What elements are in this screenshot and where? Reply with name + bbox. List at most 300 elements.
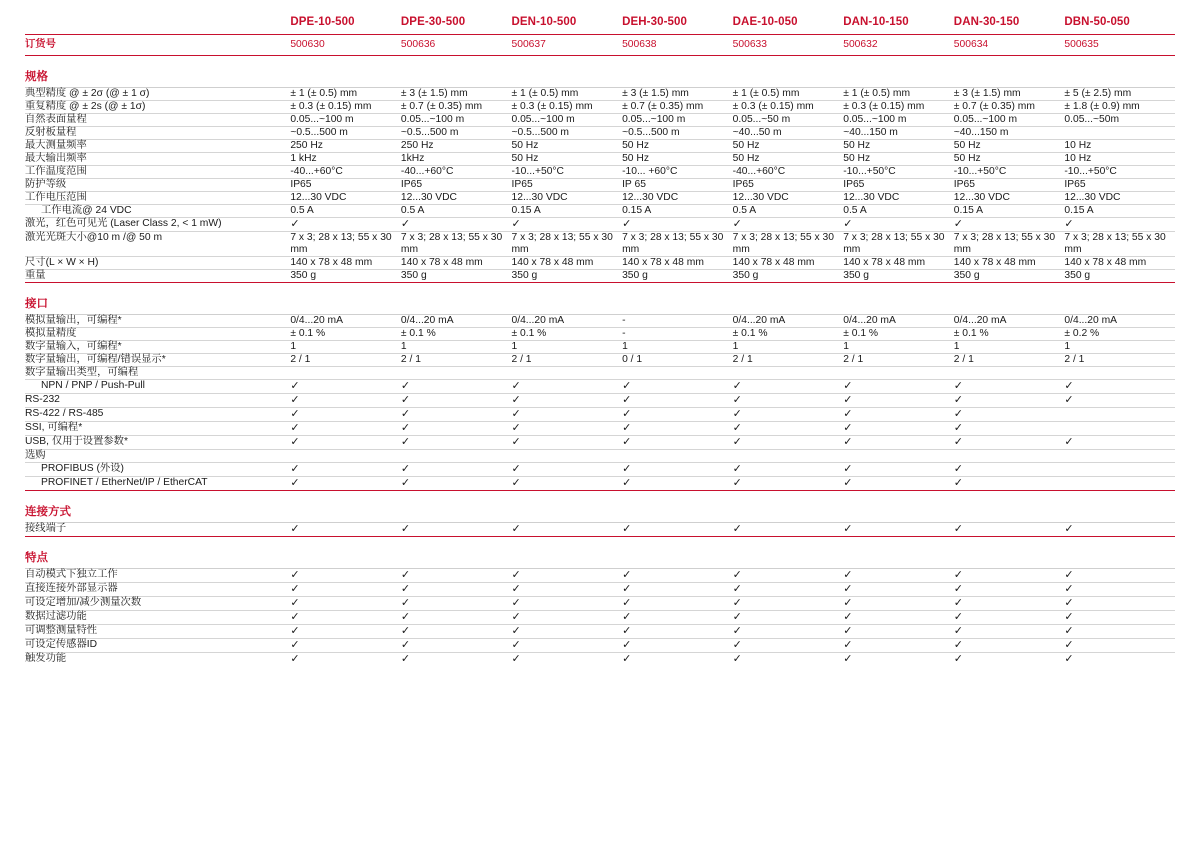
check-icon: ✓ (953, 463, 964, 475)
row-value: ± 0.1 % (843, 328, 954, 341)
row-value (843, 477, 954, 491)
row-value (401, 380, 512, 394)
check-icon: ✓ (953, 218, 964, 230)
row-value (511, 463, 622, 477)
row-value (1064, 569, 1175, 583)
row-label: 可设定传感器ID (25, 639, 290, 653)
row-value (954, 569, 1065, 583)
check-icon: ✓ (400, 569, 411, 581)
row-value (622, 639, 733, 653)
row-label: PROFIBUS (外设) (25, 463, 290, 477)
row-value: ± 0.1 % (954, 328, 1065, 341)
table-row (25, 611, 1175, 625)
row-value (1064, 477, 1175, 491)
row-value (401, 408, 512, 422)
row-value: 12...30 VDC (1064, 192, 1175, 205)
row-value (954, 218, 1065, 232)
row-value (954, 653, 1065, 667)
check-icon: ✓ (1064, 639, 1074, 651)
check-icon: ✓ (511, 583, 521, 595)
row-value: 0.05...~100 m (290, 114, 401, 127)
check-icon: ✓ (843, 422, 853, 434)
check-icon: ✓ (843, 569, 853, 581)
check-icon: ✓ (1064, 611, 1074, 623)
row-value: 1 (1064, 341, 1175, 354)
table-row (25, 166, 1175, 179)
row-value (954, 523, 1065, 537)
check-icon: ✓ (953, 408, 964, 420)
table-row (25, 153, 1175, 166)
row-value (622, 394, 733, 408)
row-label: RS-232 (25, 394, 290, 408)
row-value (290, 625, 401, 639)
row-label: RS-422 / RS-485 (25, 408, 290, 422)
row-value: 50 Hz (954, 140, 1065, 153)
check-icon: ✓ (953, 422, 964, 434)
row-label: 接线端子 (25, 523, 290, 537)
row-value: 0.05...~100 m (622, 114, 733, 127)
row-value: 140 x 78 x 48 mm (1064, 257, 1175, 270)
row-value (843, 408, 954, 422)
row-value: 0.5 A (733, 205, 844, 218)
check-icon: ✓ (511, 394, 521, 406)
row-label: 可调整测量特性 (25, 625, 290, 639)
row-value (290, 583, 401, 597)
row-value (1064, 450, 1175, 463)
check-icon: ✓ (843, 583, 853, 595)
check-icon: ✓ (622, 611, 632, 623)
row-value: 350 g (954, 270, 1065, 283)
row-value: 0.15 A (511, 205, 622, 218)
check-icon: ✓ (622, 523, 632, 535)
row-value: 2 / 1 (290, 354, 401, 367)
row-value: ± 5 (± 2.5) mm (1064, 88, 1175, 101)
section-title: 特点 (25, 537, 1175, 569)
row-value (511, 653, 622, 667)
check-icon: ✓ (843, 653, 853, 665)
row-value: 0/4...20 mA (401, 315, 512, 328)
check-icon: ✓ (732, 583, 742, 595)
check-icon: ✓ (511, 597, 521, 609)
row-value: 50 Hz (622, 140, 733, 153)
check-icon: ✓ (622, 408, 632, 420)
row-value (1064, 394, 1175, 408)
row-label: 数字量输入，可编程* (25, 341, 290, 354)
row-value (733, 463, 844, 477)
row-value: 1kHz (401, 153, 512, 166)
row-value: 0.15 A (1064, 205, 1175, 218)
row-value: 2 / 1 (1064, 354, 1175, 367)
check-icon: ✓ (511, 380, 521, 392)
row-value (622, 463, 733, 477)
row-value (1064, 127, 1175, 140)
row-value: - (622, 315, 733, 328)
row-label: 选购 (25, 450, 290, 463)
section-header-row (25, 491, 1175, 523)
row-value: -10...+50°C (1064, 166, 1175, 179)
row-value (622, 523, 733, 537)
row-label: 工作温度范围 (25, 166, 290, 179)
order-number-label: 订货号 (25, 35, 290, 56)
row-value (511, 569, 622, 583)
row-value (401, 639, 512, 653)
row-value (401, 477, 512, 491)
row-value: 50 Hz (843, 140, 954, 153)
check-icon: ✓ (400, 436, 411, 448)
row-value (511, 625, 622, 639)
row-value (511, 611, 622, 625)
check-icon: ✓ (1064, 380, 1074, 392)
check-icon: ✓ (732, 639, 742, 651)
check-icon: ✓ (843, 639, 853, 651)
row-value: 50 Hz (843, 153, 954, 166)
check-icon: ✓ (400, 422, 411, 434)
row-value (1064, 380, 1175, 394)
order-number-value: 500637 (511, 35, 622, 56)
check-icon: ✓ (622, 380, 632, 392)
column-header-5: DAE-10-050 (732, 16, 798, 28)
row-value (843, 625, 954, 639)
row-value (843, 422, 954, 436)
row-value (401, 611, 512, 625)
row-value: 140 x 78 x 48 mm (954, 257, 1065, 270)
row-value (1064, 367, 1175, 380)
check-icon: ✓ (953, 597, 964, 609)
check-icon: ✓ (290, 422, 300, 434)
check-icon: ✓ (290, 639, 300, 651)
row-label: 数字量输出，可编程/错误显示* (25, 354, 290, 367)
row-value (511, 583, 622, 597)
row-label: 重复精度 @ ± 2s (@ ± 1σ) (25, 101, 290, 114)
order-number-row (25, 35, 1175, 56)
row-value: -10... +60°C (622, 166, 733, 179)
section-title: 接口 (25, 283, 1175, 315)
check-icon: ✓ (400, 639, 411, 651)
row-value: 10 Hz (1064, 140, 1175, 153)
row-label: 触发功能 (25, 653, 290, 667)
row-value (733, 436, 844, 450)
row-value (1064, 625, 1175, 639)
row-value: 1 (733, 341, 844, 354)
row-value: ± 0.1 % (511, 328, 622, 341)
row-value (511, 408, 622, 422)
check-icon: ✓ (290, 477, 300, 489)
row-value (511, 394, 622, 408)
row-value (733, 597, 844, 611)
table-row (25, 101, 1175, 114)
row-value (954, 436, 1065, 450)
row-value: 0/4...20 mA (511, 315, 622, 328)
check-icon: ✓ (511, 523, 521, 535)
row-value (511, 597, 622, 611)
row-value (954, 597, 1065, 611)
row-value: 140 x 78 x 48 mm (843, 257, 954, 270)
table-row (25, 583, 1175, 597)
table-row (25, 436, 1175, 450)
table-row (25, 477, 1175, 491)
table-row (25, 639, 1175, 653)
check-icon: ✓ (1064, 523, 1074, 535)
row-value: 0/4...20 mA (1064, 315, 1175, 328)
row-value: 1 (511, 341, 622, 354)
row-value: 50 Hz (622, 153, 733, 166)
table-row (25, 367, 1175, 380)
row-value: 7 x 3; 28 x 13; 55 x 30 mm (843, 232, 954, 257)
check-icon: ✓ (290, 463, 300, 475)
table-header-row (25, 16, 1175, 35)
row-value (290, 569, 401, 583)
check-icon: ✓ (732, 218, 742, 230)
row-value: 12...30 VDC (622, 192, 733, 205)
check-icon: ✓ (290, 597, 300, 609)
check-icon: ✓ (953, 394, 964, 406)
row-value (511, 639, 622, 653)
row-value (1064, 597, 1175, 611)
row-label: 防护等级 (25, 179, 290, 192)
check-icon: ✓ (622, 625, 632, 637)
row-value (511, 523, 622, 537)
row-value (733, 394, 844, 408)
row-value: -10...+50°C (511, 166, 622, 179)
column-header-2: DPE-30-500 (400, 16, 466, 28)
row-value: 0.15 A (622, 205, 733, 218)
row-label: USB, 仅用于设置参数* (25, 436, 290, 450)
row-value: 1 kHz (290, 153, 401, 166)
check-icon: ✓ (400, 523, 411, 535)
row-value (401, 218, 512, 232)
check-icon: ✓ (622, 218, 632, 230)
row-label: 工作电压范围 (25, 192, 290, 205)
check-icon: ✓ (511, 611, 521, 623)
row-value (843, 380, 954, 394)
row-value: 12...30 VDC (954, 192, 1065, 205)
check-icon: ✓ (732, 463, 742, 475)
row-value: - (622, 328, 733, 341)
table-row (25, 205, 1175, 218)
row-value: IP65 (1064, 179, 1175, 192)
check-icon: ✓ (400, 218, 411, 230)
row-value (290, 477, 401, 491)
row-value: ± 0.1 % (290, 328, 401, 341)
row-value (511, 436, 622, 450)
check-icon: ✓ (511, 422, 521, 434)
row-value: 12...30 VDC (290, 192, 401, 205)
check-icon: ✓ (953, 583, 964, 595)
row-value (622, 218, 733, 232)
check-icon: ✓ (843, 477, 853, 489)
row-value: 0.5 A (290, 205, 401, 218)
row-value: 0/4...20 mA (843, 315, 954, 328)
row-value: 12...30 VDC (511, 192, 622, 205)
row-value: 0.05...~100 m (954, 114, 1065, 127)
row-label: 自然表面量程 (25, 114, 290, 127)
check-icon: ✓ (732, 569, 742, 581)
row-value (622, 625, 733, 639)
table-row (25, 270, 1175, 283)
row-value: 350 g (733, 270, 844, 283)
table-row (25, 341, 1175, 354)
row-value: ± 0.2 % (1064, 328, 1175, 341)
row-value: 0 / 1 (622, 354, 733, 367)
row-value: ± 0.3 (± 0.15) mm (290, 101, 401, 114)
row-value (733, 367, 844, 380)
row-value (843, 436, 954, 450)
row-value: 7 x 3; 28 x 13; 55 x 30 mm (511, 232, 622, 257)
check-icon: ✓ (622, 477, 632, 489)
row-value: ± 0.1 % (733, 328, 844, 341)
row-value: ± 0.3 (± 0.15) mm (843, 101, 954, 114)
check-icon: ✓ (400, 408, 411, 420)
row-value (733, 422, 844, 436)
row-value (954, 450, 1065, 463)
row-value (733, 408, 844, 422)
check-icon: ✓ (953, 436, 964, 448)
row-value: -40...+60°C (401, 166, 512, 179)
row-value (401, 436, 512, 450)
check-icon: ✓ (400, 583, 411, 595)
row-value (843, 653, 954, 667)
check-icon: ✓ (622, 463, 632, 475)
check-icon: ✓ (843, 436, 853, 448)
row-value: IP65 (954, 179, 1065, 192)
column-header-1: DPE-10-500 (290, 16, 355, 28)
check-icon: ✓ (953, 653, 964, 665)
section-title: 连接方式 (25, 491, 1175, 523)
row-value (622, 569, 733, 583)
table-row (25, 315, 1175, 328)
row-value (843, 367, 954, 380)
row-value: 1 (843, 341, 954, 354)
row-label: 尺寸(L × W × H) (25, 257, 290, 270)
row-label: 激光光斑大小@10 m /@ 50 m (25, 232, 290, 257)
row-value: ± 3 (± 1.5) mm (401, 88, 512, 101)
row-value: ± 0.7 (± 0.35) mm (401, 101, 512, 114)
check-icon: ✓ (1064, 583, 1074, 595)
row-value (290, 380, 401, 394)
table-row (25, 523, 1175, 537)
row-value: ± 0.3 (± 0.15) mm (511, 101, 622, 114)
section-header-row (25, 537, 1175, 569)
row-value (511, 218, 622, 232)
check-icon: ✓ (511, 653, 521, 665)
check-icon: ✓ (290, 408, 300, 420)
check-icon: ✓ (511, 408, 521, 420)
check-icon: ✓ (843, 218, 853, 230)
row-value: 0.05...~100 m (401, 114, 512, 127)
row-value (843, 569, 954, 583)
check-icon: ✓ (953, 523, 964, 535)
check-icon: ✓ (953, 380, 964, 392)
row-value (622, 611, 733, 625)
row-label: 数字量输出类型，可编程 (25, 367, 290, 380)
row-value (1064, 611, 1175, 625)
row-value (622, 408, 733, 422)
row-value (622, 380, 733, 394)
row-value: 140 x 78 x 48 mm (733, 257, 844, 270)
row-value: 140 x 78 x 48 mm (511, 257, 622, 270)
row-value (290, 597, 401, 611)
column-header-3: DEN-10-500 (511, 16, 577, 28)
row-value: ~0.5...500 m (401, 127, 512, 140)
row-value (622, 436, 733, 450)
row-value: 50 Hz (733, 140, 844, 153)
row-value (290, 422, 401, 436)
row-value (290, 408, 401, 422)
row-value (733, 625, 844, 639)
check-icon: ✓ (400, 611, 411, 623)
row-label: 可设定增加/减少测量次数 (25, 597, 290, 611)
order-number-value: 500632 (843, 35, 954, 56)
row-value (622, 450, 733, 463)
row-value (622, 597, 733, 611)
row-value: 12...30 VDC (733, 192, 844, 205)
check-icon: ✓ (400, 394, 411, 406)
table-row (25, 179, 1175, 192)
table-row (25, 354, 1175, 367)
row-value (733, 569, 844, 583)
table-row (25, 218, 1175, 232)
row-label: 模拟量精度 (25, 328, 290, 341)
check-icon: ✓ (290, 436, 300, 448)
row-value: IP65 (733, 179, 844, 192)
row-value (401, 422, 512, 436)
row-value: ~0.5...500 m (511, 127, 622, 140)
check-icon: ✓ (953, 625, 964, 637)
row-value (401, 569, 512, 583)
check-icon: ✓ (732, 477, 742, 489)
check-icon: ✓ (1064, 394, 1074, 406)
row-value: ± 1 (± 0.5) mm (511, 88, 622, 101)
order-number-value: 500634 (954, 35, 1065, 56)
row-value (290, 218, 401, 232)
row-value (511, 422, 622, 436)
row-value: 0.05...~50m (1064, 114, 1175, 127)
order-number-value: 500633 (733, 35, 844, 56)
row-value (733, 523, 844, 537)
row-value (954, 463, 1065, 477)
row-value: 2 / 1 (401, 354, 512, 367)
row-label: 典型精度 @ ± 2σ (@ ± 1 σ) (25, 88, 290, 101)
check-icon: ✓ (843, 394, 853, 406)
row-value (290, 653, 401, 667)
row-label: 自动模式下独立工作 (25, 569, 290, 583)
row-value: -40...+60°C (733, 166, 844, 179)
table-row (25, 232, 1175, 257)
row-value (622, 583, 733, 597)
row-value (1064, 639, 1175, 653)
check-icon: ✓ (732, 625, 742, 637)
row-value: 2 / 1 (733, 354, 844, 367)
row-value: 140 x 78 x 48 mm (622, 257, 733, 270)
check-icon: ✓ (843, 597, 853, 609)
row-value: 7 x 3; 28 x 13; 55 x 30 mm (622, 232, 733, 257)
row-value: 0.05...~100 m (511, 114, 622, 127)
row-value: 350 g (843, 270, 954, 283)
row-value (954, 625, 1065, 639)
check-icon: ✓ (290, 611, 300, 623)
row-value (843, 611, 954, 625)
row-value (954, 611, 1065, 625)
check-icon: ✓ (290, 625, 300, 637)
row-label: 重量 (25, 270, 290, 283)
check-icon: ✓ (1064, 218, 1074, 230)
row-value (733, 477, 844, 491)
row-value: 2 / 1 (954, 354, 1065, 367)
row-value (954, 477, 1065, 491)
section-header-row (25, 56, 1175, 88)
column-header-8: DBN-50-050 (1064, 16, 1130, 28)
check-icon: ✓ (290, 569, 300, 581)
